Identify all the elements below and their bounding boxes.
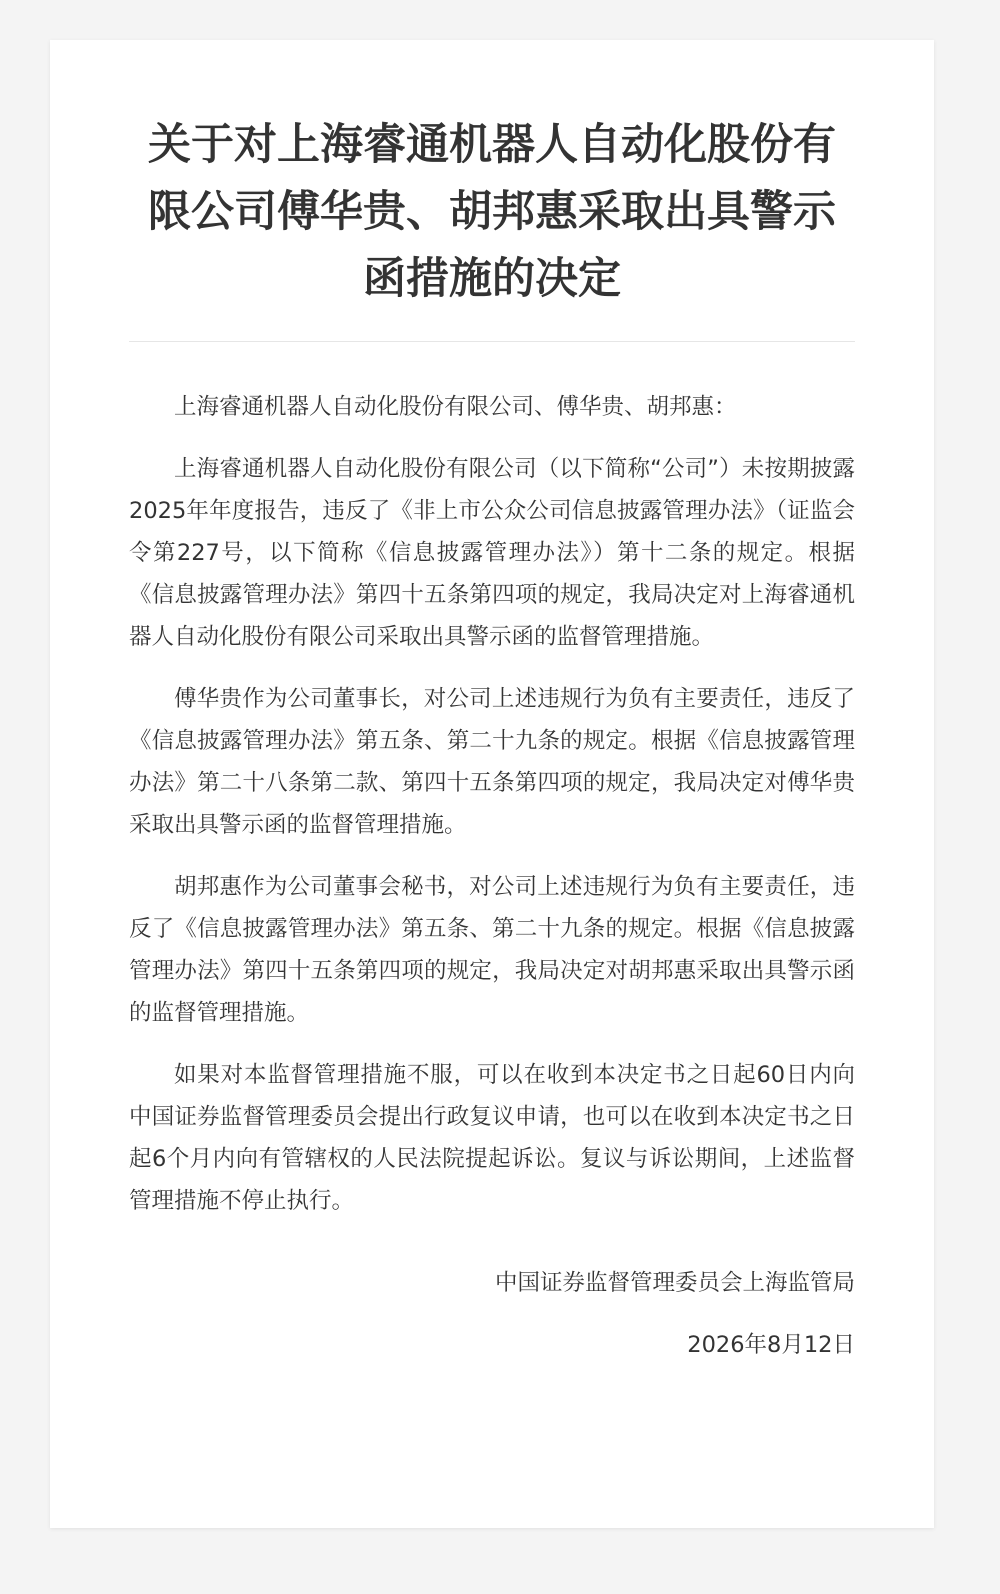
paragraph-company: 上海睿通机器人自动化股份有限公司（以下简称“公司”）未按期披露2025年年度报告，违反了《非上市公众公司信息披露管理办法》（证监会令第227号，以下简称《信息披露管理办法》）第十二条的规定。根据《信息披露管理办法》第四十五条第四项的规定，我局决定对上海睿通机器人自动化股份有限公司采取出具警示函的监督管理措施。: [129, 456, 855, 650]
paragraph-appeal: 如果对本监督管理措施不服，可以在收到本决定书之日起60日内向中国证券监督管理委员会提出行政复议申请，也可以在收到本决定书之日起6个月内向有管辖权的人民法院提起诉讼。复议与诉讼期间，上述监督管理措施不停止执行。: [129, 1062, 855, 1214]
document-title: 关于对上海睿通机器人自动化股份有限公司傅华贵、胡邦惠采取出具警示函措施的决定: [148, 120, 836, 304]
paragraph-secretary: 胡邦惠作为公司董事会秘书，对公司上述违规行为负有主要责任，违反了《信息披露管理办法》第五条、第二十九条的规定。根据《信息披露管理办法》第四十五条第四项的规定，我局决定对胡邦惠采取出具警示函的监督管理措施。: [129, 874, 855, 1026]
title-divider: [129, 341, 855, 342]
document-card: [50, 40, 934, 1528]
salutation: 上海睿通机器人自动化股份有限公司、傅华贵、胡邦惠：: [174, 394, 737, 420]
issue-date: 2026年8月12日: [687, 1332, 855, 1358]
paragraph-chairman: 傅华贵作为公司董事长，对公司上述违规行为负有主要责任，违反了《信息披露管理办法》第五条、第二十九条的规定。根据《信息披露管理办法》第二十八条第二款、第四十五条第四项的规定，我局决定对傅华贵采取出具警示函的监督管理措施。: [129, 686, 855, 838]
issuer-signature: 中国证券监督管理委员会上海监管局: [494, 1270, 855, 1296]
